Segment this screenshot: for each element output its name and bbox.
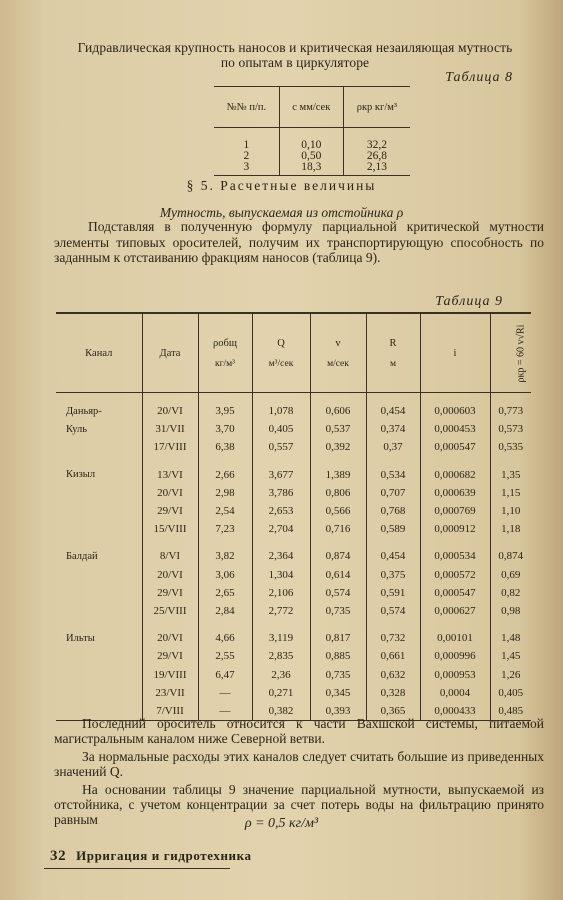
table-cell-canal: Балдай — [66, 550, 98, 562]
table8 — [214, 86, 410, 176]
table-cell-date: 20/VI — [142, 566, 198, 584]
header-v-unit: м/сек — [327, 358, 349, 369]
journal-name: Ирригация и гидротехника — [76, 848, 252, 863]
table-cell-canal — [56, 502, 142, 520]
table9-header-pkr — [490, 313, 531, 393]
table-cell-i: 0,00101 — [420, 620, 490, 647]
table-cell-v: 0,574 — [310, 584, 366, 602]
table-cell-r: 0,534 — [366, 457, 420, 484]
page-footer — [50, 848, 252, 865]
table-cell-date: 13/VI — [142, 457, 198, 484]
table-cell-date: 23/VII — [142, 684, 198, 702]
table-cell-r: 0,589 — [366, 520, 420, 538]
table-cell-q: 2,36 — [252, 665, 310, 683]
table8-header-c: с мм/сек — [279, 87, 343, 128]
header-date-label: Дата — [159, 347, 181, 359]
table9-header-date — [142, 313, 198, 393]
subsection-title: Мутность, выпускаемая из отстойника ρ — [159, 205, 404, 220]
table-cell-p: 2,65 — [198, 584, 252, 602]
table-row — [56, 393, 531, 421]
table9 — [56, 312, 531, 721]
page-number: 32 — [50, 848, 67, 864]
table9-header-canal — [56, 313, 142, 393]
table-row — [56, 684, 531, 702]
formula: ρ = 0,5 кг/м³ — [244, 816, 319, 831]
table-row — [56, 620, 531, 647]
table-cell-v: 0,345 — [310, 684, 366, 702]
table-cell-r: 0,591 — [366, 584, 420, 602]
table-cell-canal — [56, 566, 142, 584]
table-cell-i: 0,000547 — [420, 438, 490, 456]
table9-header-v — [310, 313, 366, 393]
header-p-unit: кг/м³ — [214, 358, 235, 369]
table-row — [56, 438, 531, 456]
table-cell: 2 — [243, 150, 250, 162]
table-cell-r: 0,632 — [366, 665, 420, 683]
table-cell: 32,2 — [343, 128, 410, 152]
table-cell-pkr: 0,874 — [490, 538, 531, 565]
table-cell-v: 0,566 — [310, 502, 366, 520]
table-cell-v: 1,389 — [310, 457, 366, 484]
table-cell-pkr: 0,535 — [490, 438, 531, 456]
table-cell-r: 0,328 — [366, 684, 420, 702]
table-cell-date: 29/VI — [142, 584, 198, 602]
table-cell-pkr: 0,573 — [490, 420, 531, 438]
table-cell: 18,3 — [279, 162, 343, 176]
table9-header-i — [420, 313, 490, 393]
table-cell-pkr: 1,26 — [490, 665, 531, 683]
table-cell-r: 0,375 — [366, 566, 420, 584]
table-cell-v: 0,817 — [310, 620, 366, 647]
closing-text — [54, 716, 544, 830]
table-cell-r: 0,707 — [366, 484, 420, 502]
table-cell: 0,50 — [279, 151, 343, 162]
table-cell-v: 0,735 — [310, 602, 366, 620]
paragraph-4: На основании таблицы 9 значение парциальной мутности, выпускаемой из отстойника, с учетом концентрации за счет потерь воды на фильтрацию принято равным — [54, 782, 544, 827]
table-row — [56, 457, 531, 484]
table-cell-canal — [56, 647, 142, 665]
table-cell-i: 0,000453 — [420, 420, 490, 438]
table9-header-r — [366, 313, 420, 393]
table-cell-canal: Даньяр- — [66, 405, 102, 417]
paragraph-3: За нормальные расходы этих каналов следует считать большие из приведенных значений Q. — [54, 749, 544, 779]
header-i-label: i — [453, 347, 457, 359]
table-cell-p: 4,66 — [198, 620, 252, 647]
table-row — [56, 538, 531, 565]
table-cell-q: 0,557 — [252, 438, 310, 456]
table-cell-i: 0,000912 — [420, 520, 490, 538]
table-cell-pkr: 1,15 — [490, 484, 531, 502]
table-cell-r: 0,454 — [366, 538, 420, 565]
table-row — [214, 128, 410, 152]
header-v-label: v — [335, 337, 341, 349]
table-cell-i: 0,000996 — [420, 647, 490, 665]
table-cell-v: 0,885 — [310, 647, 366, 665]
table-cell-v: 0,614 — [310, 566, 366, 584]
table-cell-v: 0,392 — [310, 438, 366, 456]
table-row — [56, 647, 531, 665]
table-cell-i: 0,000534 — [420, 538, 490, 565]
table-cell-canal: Кизыл — [66, 469, 96, 481]
table-cell-i: 0,000639 — [420, 484, 490, 502]
table-cell-pkr: 0,82 — [490, 584, 531, 602]
table-cell-i: 0,000433 — [420, 702, 490, 721]
table-cell-date: 17/VIII — [142, 438, 198, 456]
table-cell-i: 0,000603 — [420, 393, 490, 421]
table-cell-canal — [56, 584, 142, 602]
table8-label: Таблица 8 — [445, 70, 513, 85]
table-cell-v: 0,537 — [310, 420, 366, 438]
table-cell-p: 2,84 — [198, 602, 252, 620]
table-cell-canal — [56, 602, 142, 620]
table-cell-p: 7,23 — [198, 520, 252, 538]
table-cell: 1 — [243, 139, 250, 151]
table-cell-pkr: 0,69 — [490, 566, 531, 584]
table9-label: Таблица 9 — [435, 294, 503, 309]
table-cell-pkr: 0,773 — [490, 393, 531, 421]
table-cell-canal: Куль — [66, 423, 88, 435]
table-cell-q: 0,382 — [252, 702, 310, 721]
table-cell-q: 0,271 — [252, 684, 310, 702]
table-row — [56, 602, 531, 620]
table-cell-canal — [56, 438, 142, 456]
table-cell-q: 2,704 — [252, 520, 310, 538]
table-cell-v: 0,393 — [310, 702, 366, 721]
table-cell-canal — [56, 520, 142, 538]
table-cell-i: 0,000547 — [420, 584, 490, 602]
table-cell-i: 0,000572 — [420, 566, 490, 584]
table-cell-p: 2,55 — [198, 647, 252, 665]
table-cell-p: 6,47 — [198, 665, 252, 683]
table-cell-date: 29/VI — [142, 647, 198, 665]
table-cell-i: 0,0004 — [420, 684, 490, 702]
table-row — [56, 502, 531, 520]
table9-header-p — [198, 313, 252, 393]
table-cell-canal — [56, 684, 142, 702]
table-cell-q: 2,106 — [252, 584, 310, 602]
header-q-unit: м³/сек — [268, 358, 294, 369]
table-cell-q: 2,835 — [252, 647, 310, 665]
table-cell-p: 3,95 — [198, 393, 252, 421]
table-cell-date: 8/VI — [142, 538, 198, 565]
table-cell: 0,10 — [279, 128, 343, 152]
table-cell-q: 1,304 — [252, 566, 310, 584]
table-cell-v: 0,806 — [310, 484, 366, 502]
header-p-label: ρобщ — [213, 337, 237, 349]
table-row — [56, 420, 531, 438]
table-cell-q: 1,078 — [252, 393, 310, 421]
table9-body — [56, 393, 531, 721]
table-cell-p: 2,66 — [198, 457, 252, 484]
table9-header-q — [252, 313, 310, 393]
table-cell-date: 20/VI — [142, 484, 198, 502]
table8-header-pkr: ρкр кг/м³ — [343, 87, 410, 128]
table-cell-i: 0,000627 — [420, 602, 490, 620]
table8-title — [40, 40, 550, 70]
table-cell-pkr: 0,405 — [490, 684, 531, 702]
table-cell-canal — [56, 484, 142, 502]
table-cell-p: — — [198, 684, 252, 702]
table-row — [56, 520, 531, 538]
table-cell-q: 2,772 — [252, 602, 310, 620]
table-cell: 2,13 — [343, 162, 410, 176]
table-row — [56, 665, 531, 683]
table-cell-r: 0,365 — [366, 702, 420, 721]
table-cell-r: 0,574 — [366, 602, 420, 620]
table-cell-v: 0,874 — [310, 538, 366, 565]
header-q-label: Q — [277, 337, 285, 349]
table-row — [56, 584, 531, 602]
table-cell-v: 0,735 — [310, 665, 366, 683]
header-canal-label: Канал — [85, 347, 113, 359]
title-line-1: Гидравлическая крупность наносов и критическая незаиляющая мутность — [77, 40, 513, 55]
paragraph-2: Последний ороситель относится к части Вахшской системы, питаемой магистральным каналом ниже Северной ветви. — [54, 716, 544, 746]
table-cell-p: 3,70 — [198, 420, 252, 438]
footer-rule — [44, 868, 230, 869]
table8-header-num: №№ п/п. — [214, 87, 279, 128]
table-cell-pkr: 1,10 — [490, 502, 531, 520]
table-cell-q: 2,364 — [252, 538, 310, 565]
section-title: § 5. Расчетные величины — [186, 178, 377, 193]
table-cell-r: 0,374 — [366, 420, 420, 438]
table-cell-date: 7/VIII — [142, 702, 198, 721]
table-row — [56, 484, 531, 502]
table-cell-p: 3,82 — [198, 538, 252, 565]
table-cell: 26,8 — [343, 151, 410, 162]
table-cell-q: 3,786 — [252, 484, 310, 502]
header-r-unit: м — [389, 358, 396, 369]
table-cell-pkr: 0,485 — [490, 702, 531, 721]
table-cell-r: 0,768 — [366, 502, 420, 520]
table-cell-date: 31/VII — [142, 420, 198, 438]
table-cell-date: 29/VI — [142, 502, 198, 520]
table-cell-r: 0,732 — [366, 620, 420, 647]
table-cell-q: 3,119 — [252, 620, 310, 647]
paragraph-1: Подставляя в полученную формулу парциальной критической мутности элементы типовых оросителей, получим их транспортирующую способность по заданным к отстаиванию фракциям наносов (таблица 9). — [54, 219, 544, 265]
table-cell-r: 0,454 — [366, 393, 420, 421]
table-cell-pkr: 0,98 — [490, 602, 531, 620]
table-cell-pkr: 1,48 — [490, 620, 531, 647]
table-cell-pkr: 1,45 — [490, 647, 531, 665]
header-pkr-label: ρкр = 60 v√Ri — [514, 324, 526, 382]
table-cell-date: 20/VI — [142, 393, 198, 421]
table-cell-v: 0,606 — [310, 393, 366, 421]
table-cell-p: — — [198, 702, 252, 721]
table-cell-date: 25/VIII — [142, 602, 198, 620]
table-cell-p: 2,54 — [198, 502, 252, 520]
table-cell-i: 0,000682 — [420, 457, 490, 484]
table-cell-pkr: 1,35 — [490, 457, 531, 484]
table-cell-p: 2,98 — [198, 484, 252, 502]
table-row — [214, 162, 410, 176]
table-cell-i: 0,000769 — [420, 502, 490, 520]
table-cell-q: 3,677 — [252, 457, 310, 484]
header-r-label: R — [389, 337, 397, 349]
table-cell-p: 3,06 — [198, 566, 252, 584]
title-line-2: по опытам в циркуляторе — [220, 55, 370, 70]
table-row — [56, 566, 531, 584]
table-cell-date: 20/VI — [142, 620, 198, 647]
table-cell-canal — [56, 665, 142, 683]
table-cell-p: 6,38 — [198, 438, 252, 456]
table-cell-pkr: 1,18 — [490, 520, 531, 538]
table-cell-date: 15/VIII — [142, 520, 198, 538]
table-cell-date: 19/VIII — [142, 665, 198, 683]
table-cell: 3 — [214, 162, 279, 176]
table-cell-q: 2,653 — [252, 502, 310, 520]
table-cell-i: 0,000953 — [420, 665, 490, 683]
table-cell-q: 0,405 — [252, 420, 310, 438]
table-cell-canal: Ильты — [66, 632, 95, 644]
table-cell-r: 0,37 — [366, 438, 420, 456]
table-cell-v: 0,716 — [310, 520, 366, 538]
table-cell-r: 0,661 — [366, 647, 420, 665]
